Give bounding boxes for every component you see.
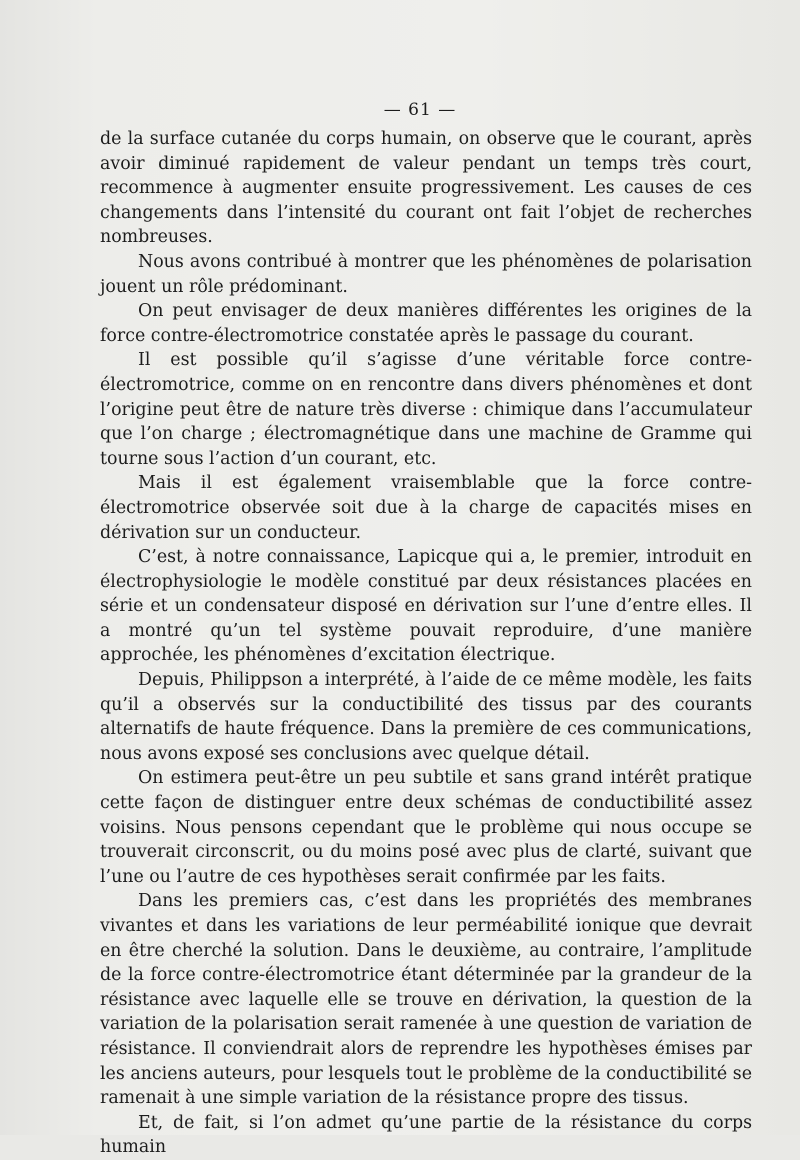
paragraph: Mais il est également vraisemblable que la force contre-électromotrice observée soit due à la charge de capacités mises en dérivation sur un conducteur.	[100, 473, 752, 543]
paragraph: Nous avons contribué à montrer que les phénomènes de polarisation jouent un rôle prédominant.	[100, 251, 752, 297]
paragraph: Dans les premiers cas, c’est dans les propriétés des membranes vivantes et dans les variations de leur perméabilité ionique que devrait en être cherché la solution. Dans le deuxième, au contraire, l’amplitude de la force contre-électromotrice étant déterminée par la grandeur de la résistance avec laquelle elle se trouve en dérivation, la question de la variation de la polarisation serait ramenée à une question de variation de résistance. Il conviendrait alors de reprendre les hypothèses émises par les anciens auteurs, pour lesquels tout le problème de la conductibilité se ramenait à une simple variation de la résistance propre des tissus.	[100, 891, 752, 1109]
paragraph: de la surface cutanée du corps humain, on observe que le courant, après avoir diminué rapidement de valeur pendant un temps très court, recommence à augmenter ensuite progressivement. Les causes de ces changements dans l’intensité du courant ont fait l’objet de recherches nombreuses.	[100, 129, 752, 248]
paragraph: Il est possible qu’il s’agisse d’une véritable force contre-électromotrice, comme on en rencontre dans divers phénomènes et dont l’origine peut être de nature très diverse : chimique dans l’accumulateur que l’on charge ; électromagnétique dans une machine de Gramme qui tourne sous l’action d’un courant, etc.	[100, 350, 752, 469]
page-number: — 61 —	[383, 100, 457, 120]
paragraph: Depuis, Philippson a interprété, à l’aide de ce même modèle, les faits qu’il a observés sur la conductibilité des tissus par des courants alternatifs de haute fréquence. Dans la première de ces communications, nous avons exposé ses conclusions avec quelque détail.	[100, 670, 752, 764]
paragraph: On peut envisager de deux manières différentes les origines de la force contre-électromotrice constatée après le passage du courant.	[100, 301, 752, 346]
body-text	[100, 127, 752, 1160]
paragraph: C’est, à notre connaissance, Lapicque qui a, le premier, introduit en électrophysiologie le modèle constitué par deux résistances placées en série et un condensateur disposé en dérivation sur l’une d’entre elles. Il a montré qu’un tel système pouvait reproduire, d’une manière approchée, les phénomènes d’excitation électrique.	[100, 547, 752, 666]
paragraph: On estimera peut-être un peu subtile et sans grand intérêt pratique cette façon de distinguer entre deux schémas de conductibilité assez voisins. Nous pensons cependant que le problème qui nous occupe se trouverait circonscrit, ou du moins posé avec plus de clarté, suivant que l’une ou l’autre de ces hypothèses serait confirmée par les faits.	[100, 768, 752, 887]
paragraph: Et, de fait, si l’on admet qu’une partie de la résistance du corps humain	[100, 1112, 752, 1158]
